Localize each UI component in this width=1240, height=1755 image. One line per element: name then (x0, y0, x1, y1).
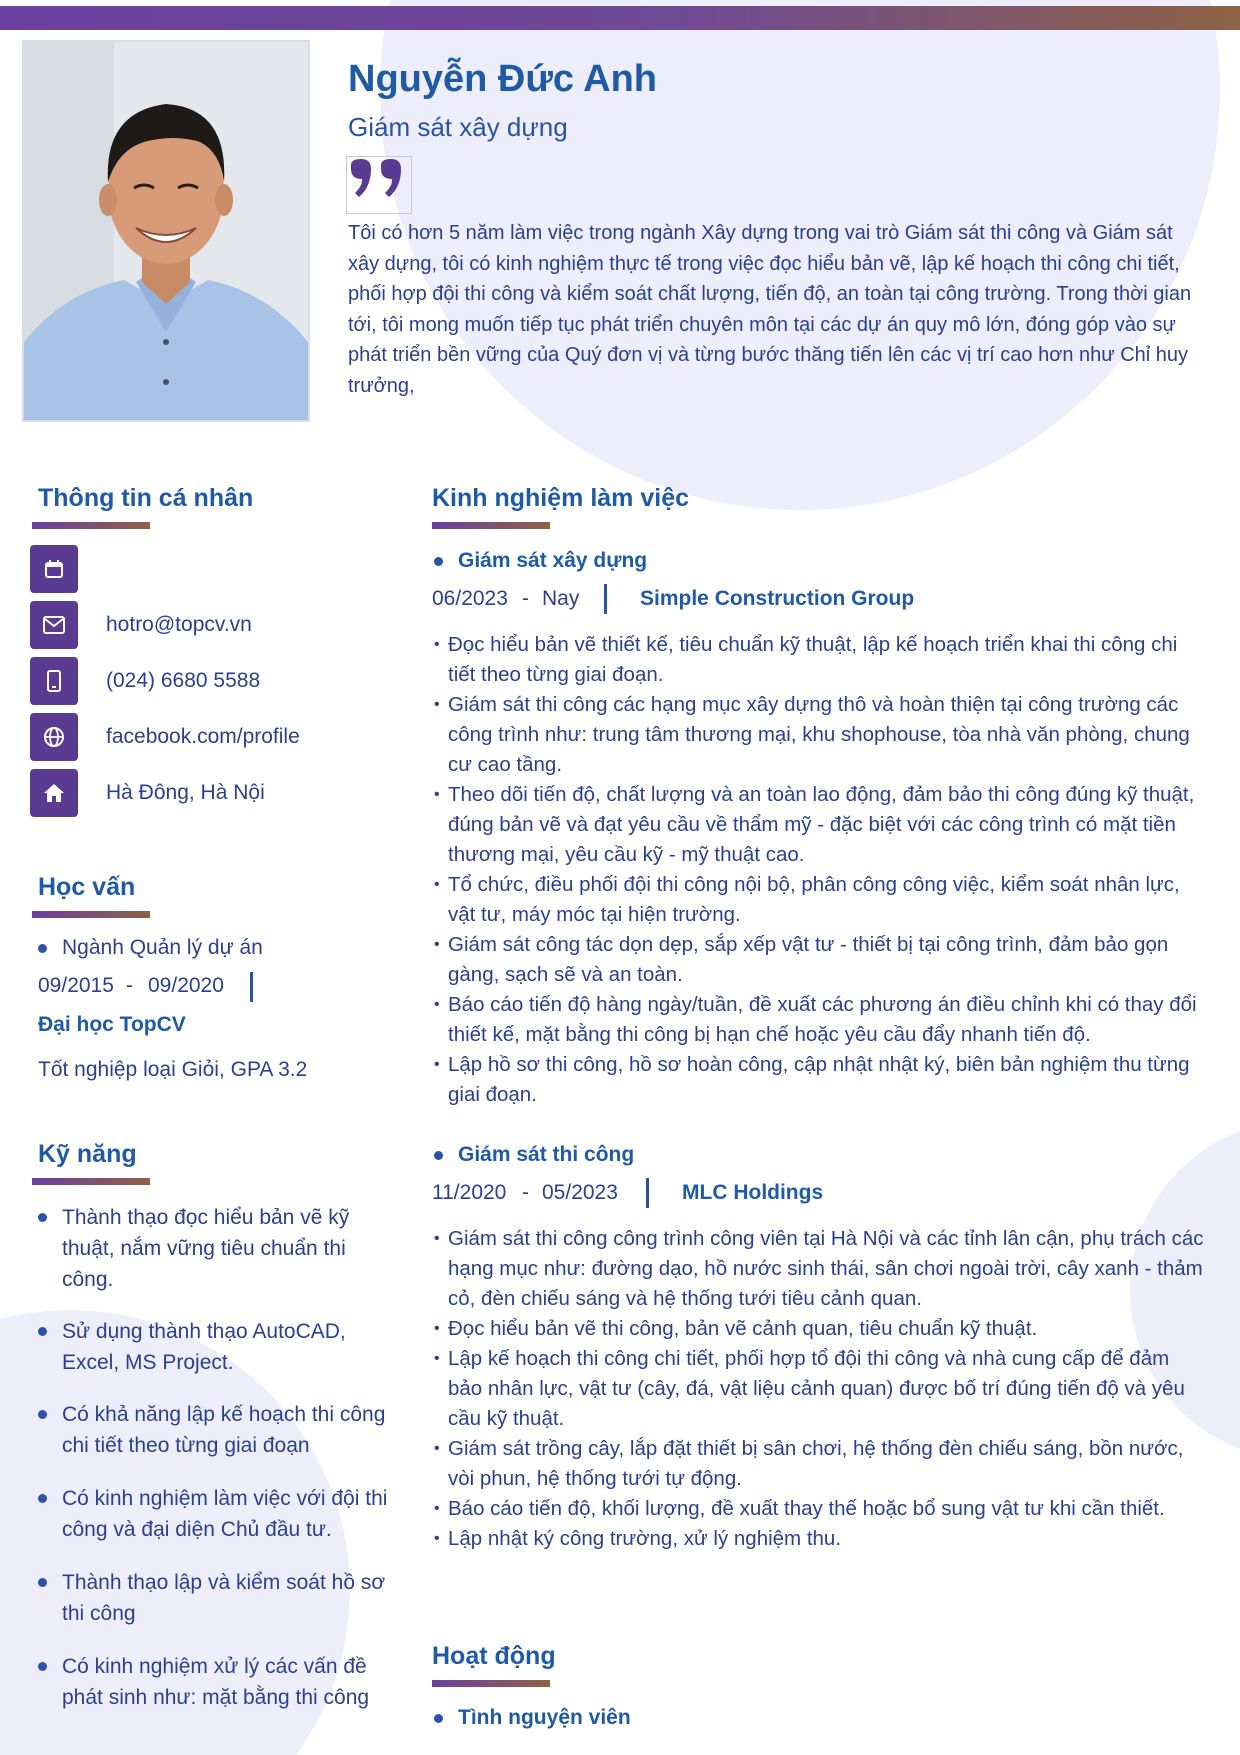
address-value: Hà Đông, Hà Nội (106, 781, 265, 804)
date-divider (250, 972, 253, 1002)
skill-item: Có kinh nghiệm xử lý các vấn đề phát sinh như: mặt bằng thi công (62, 1655, 370, 1709)
section-title-personal: Thông tin cá nhân (38, 484, 254, 512)
bullet-dot (434, 1151, 443, 1160)
section-underline (432, 522, 550, 529)
top-gradient-bar (0, 6, 1240, 30)
avatar-photo (22, 40, 310, 422)
section-title-skills: Kỹ năng (38, 1140, 137, 1168)
email-icon (30, 601, 78, 649)
duty-item: • Lập hồ sơ thi công, hồ sơ hoàn công, cập nhật nhật ký, biên bản nghiệm thu từng giai đoạn. (448, 1050, 1208, 1110)
section-title-education: Học vấn (38, 873, 136, 901)
contact-website (30, 713, 370, 761)
date-divider (604, 584, 607, 614)
bullet-dot (434, 1714, 443, 1723)
job-date-separator: - (522, 587, 529, 610)
skill-item: Có kinh nghiệm làm việc với đội thi công và đại diện Chủ đầu tư. (62, 1487, 388, 1541)
calendar-icon (30, 545, 78, 593)
activity-title: Tình nguyện viên (458, 1706, 631, 1729)
job-duties (448, 1224, 1208, 1554)
bullet-dot (38, 1410, 47, 1419)
section-underline (32, 1178, 150, 1185)
section-underline (32, 911, 150, 918)
home-icon (30, 769, 78, 817)
candidate-name: Nguyễn Đức Anh (348, 58, 658, 100)
education-note: Tốt nghiệp loại Giỏi, GPA 3.2 (38, 1058, 308, 1081)
duty-item: • Giám sát công tác dọn dẹp, sắp xếp vật tư - thiết bị tại công trình, đảm bảo gọn gàng, sạch sẽ và an toàn. (448, 930, 1208, 990)
education-date-separator: - (126, 974, 133, 997)
quote-icon (346, 156, 412, 214)
section-title-activities: Hoạt động (432, 1642, 556, 1670)
contact-birthday (30, 545, 370, 593)
duty-item: • Lập nhật ký công trường, xử lý nghiệm thu. (448, 1524, 1208, 1554)
job-end-date: 05/2023 (542, 1181, 618, 1204)
bullet-dot (38, 944, 47, 953)
career-summary: Tôi có hơn 5 năm làm việc trong ngành Xây dựng trong vai trò Giám sát thi công và Giám sát xây dựng, tôi có kinh nghiệm thực tế trong việc đọc hiểu bản vẽ, lập kế hoạch thi công chi tiết, phối hợp đội thi công và kiểm soát chất lượng, tiến độ, an toàn tại công trường. Trong thời gian tới, tôi mong muốn tiếp tục phát triển chuyên môn tại các dự án quy mô lớn, đóng góp vào sự phát triển bền vững của Quý đơn vị và từng bước thăng tiến lên các vị trí cao hơn như Chỉ huy trưởng, (348, 222, 1192, 397)
duty-item: • Báo cáo tiến độ hàng ngày/tuần, đề xuất các phương án điều chỉnh khi có thay đổi thiết kế, mặt bằng thi công bị hạn chế hoặc yêu cầu đẩy nhanh tiến độ. (448, 990, 1208, 1050)
section-underline (32, 522, 150, 529)
contact-email (30, 601, 370, 649)
duty-item: • Theo dõi tiến độ, chất lượng và an toàn lao động, đảm bảo thi công đúng kỹ thuật, đúng bản vẽ và đạt yêu cầu về thẩm mỹ - đặc biệt với các công trình có mặt tiền thương mại, yêu cầu kỹ - mỹ thuật cao. (448, 780, 1208, 870)
skill-item: Sử dụng thành thạo AutoCAD, Excel, MS Project. (62, 1320, 346, 1374)
job-company: MLC Holdings (682, 1181, 824, 1204)
phone-value[interactable]: (024) 6680 5588 (106, 669, 261, 692)
date-divider (646, 1178, 649, 1208)
job-start-date: 06/2023 (432, 587, 508, 610)
bullet-dot (38, 1327, 47, 1336)
duty-item: • Đọc hiểu bản vẽ thiết kế, tiêu chuẩn kỹ thuật, lập kế hoạch triển khai thi công chi tiết theo từng giai đoạn. (448, 630, 1208, 690)
skill-item: Thành thạo lập và kiểm soát hồ sơ thi công (62, 1571, 386, 1625)
education-school: Đại học TopCV (38, 1013, 186, 1036)
education-end: 09/2020 (148, 974, 224, 997)
duty-item: • Đọc hiểu bản vẽ thi công, bản vẽ cảnh quan, tiêu chuẩn kỹ thuật. (448, 1314, 1208, 1344)
duty-item: • Giám sát thi công các hạng mục xây dựng thô và hoàn thiện tại công trường các công trình như: trung tâm thương mại, khu shophouse, tòa nhà văn phòng, chung cư cao tầng. (448, 690, 1208, 780)
candidate-job-title: Giám sát xây dựng (348, 112, 568, 142)
website-value[interactable]: facebook.com/profile (106, 725, 300, 748)
job-title: Giám sát xây dựng (458, 549, 648, 572)
job-company: Simple Construction Group (640, 587, 915, 610)
section-underline (432, 1680, 550, 1687)
bullet-dot (38, 1578, 47, 1587)
section-title-experience: Kinh nghiệm làm việc (432, 484, 690, 512)
duty-item: • Giám sát trồng cây, lắp đặt thiết bị sân chơi, hệ thống đèn chiếu sáng, bồn nước, vòi phun, hệ thống tưới tự động. (448, 1434, 1208, 1494)
globe-icon (30, 713, 78, 761)
contact-phone (30, 657, 370, 705)
job-title: Giám sát thi công (458, 1143, 635, 1166)
bullet-dot (434, 557, 443, 566)
email-value[interactable]: hotro@topcv.vn (106, 613, 252, 636)
education-start: 09/2015 (38, 974, 114, 997)
bullet-dot (38, 1494, 47, 1503)
job-start-date: 11/2020 (432, 1181, 507, 1204)
bullet-dot (38, 1662, 47, 1671)
duty-item: • Báo cáo tiến độ, khối lượng, đề xuất thay thế hoặc bổ sung vật tư khi cần thiết. (448, 1494, 1208, 1524)
contact-address (30, 769, 370, 817)
phone-icon (30, 657, 78, 705)
duty-item: • Giám sát thi công công trình công viên tại Hà Nội và các tỉnh lân cận, phụ trách các hạng mục như: đường dạo, hồ nước sinh thái, sân chơi ngoài trời, cây xanh - thảm cỏ, đèn chiếu sáng và hệ thống tưới tiêu cảnh quan. (448, 1224, 1208, 1314)
education-major: Ngành Quản lý dự án (62, 936, 263, 959)
bullet-dot (38, 1213, 47, 1222)
job-end-date: Nay (542, 587, 580, 610)
duty-item: • Lập kế hoạch thi công chi tiết, phối hợp tổ đội thi công và nhà cung cấp để đảm bảo nhân lực, vật tư (cây, đá, vật liệu cảnh quan) được bố trí đúng tiến độ và yêu cầu kỹ thuật. (448, 1344, 1208, 1434)
job-duties (448, 630, 1208, 1110)
duty-item: • Tổ chức, điều phối đội thi công nội bộ, phân công công việc, kiểm soát nhân lực, vật tư, máy móc tại hiện trường. (448, 870, 1208, 930)
skill-item: Có khả năng lập kế hoạch thi công chi tiết theo từng giai đoạn (62, 1403, 386, 1457)
skill-item: Thành thạo đọc hiểu bản vẽ kỹ thuật, nắm vững tiêu chuẩn thi công. (62, 1206, 350, 1291)
job-date-separator: - (522, 1181, 529, 1204)
